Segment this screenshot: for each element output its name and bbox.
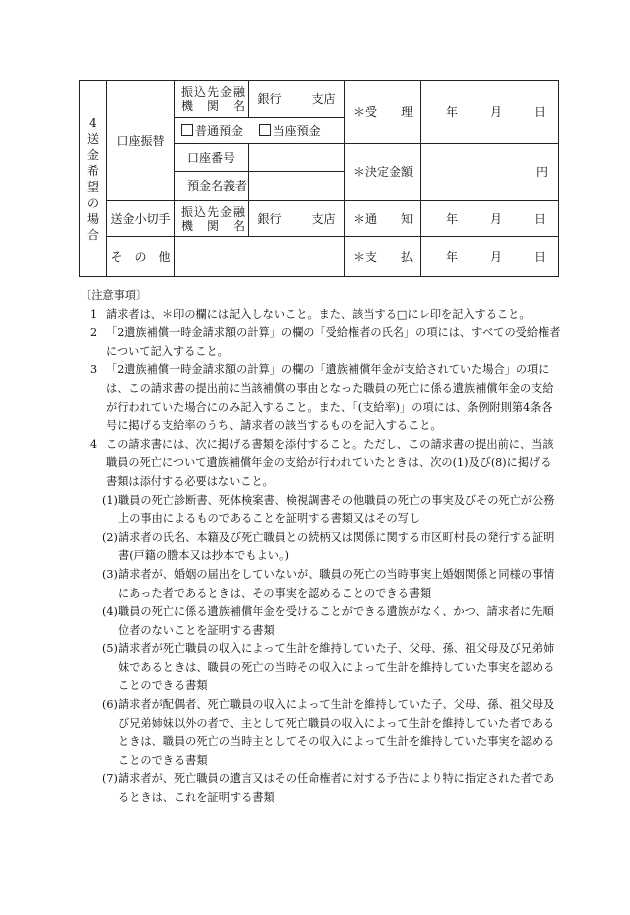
payment-date-field[interactable]: 年 月 日 [421,237,559,277]
notice-label: ＊通 知 [345,201,421,237]
notice-date-field[interactable]: 年 月 日 [421,201,559,237]
note-item: 4 この請求書には、次に掲げる書類を添付すること。ただし、この請求書の提出前に、当該職員の死亡について遺族補償年金の支給が行われていたときは、次の(1)及び(8)に掲げる書類は添付する必要はないこと。 [90,437,554,488]
note-sub-item: (3) 請求者が、婚姻の届出をしていないが、職員の死亡の当時事実上婚姻関係と同様の事情にあった者であるときは、その事実を認めることのできる書類 [102,567,555,600]
note-sub-item: (1) 職員の死亡診断書、死体検案書、検視調書その他職員の死亡の事実及びその死亡が公務上の事由によるものであることを証明する書類又はその写し [102,493,555,526]
decided-amount-field[interactable]: 円 [421,144,559,201]
transfer-bank-label: 振込先金融 機 関 名 [175,81,249,118]
note-sub-item: (7) 請求者が、死亡職員の遺言又はその任命権者に対する予告により特に指定された者であるときは、これを証明する書類 [102,772,555,805]
note-sub-item: (6) 請求者が配偶者、死亡職員の収入によって生計を維持していた子、父母、孫、祖父母及び兄弟姉妹以外の者で、主として死亡職員の収入によって生計を維持していた者であるときは、職員の死亡の当時主としてその収入によって生計を維持していた事実を認めることのできる書類 [102,698,555,767]
note-item: 3 「2遺族補償一時金請求額の計算」の欄の「遺族補償年金が支給されていた場合」の項には、この請求書の提出前に当該補償の事由となった職員の死亡に係る遺族補償年金の支給が行われていた場合にのみ記入すること。また、「(支給率)」の項には、条例附則第4条各号に掲げる支給率のうち、請求者の該当するものを記入すること。 [90,363,554,433]
account-holder-field[interactable] [249,172,345,201]
note-sub-item: (4) 職員の死亡に係る遺族補償年金を受けることができる遺族がなく、かつ、請求者に先順位者のないことを証明する書類 [102,605,554,637]
current-deposit-label: 当座預金 [272,123,321,138]
deposit-type-options [175,118,345,144]
note-sub-item: (2) 請求者の氏名、本籍及び死亡職員との続柄又は関係に関する市区町村長の発行する証明書(戸籍の謄本又は抄本でもよい。) [102,530,555,563]
note-item: 1 請求者は、＊印の欄には記入しないこと。また、該当する□にレ印を記入すること。 [90,307,531,321]
other-label: そ の 他 [107,237,175,277]
notes-section [82,287,562,808]
decided-amount-label: ＊決定金額 [345,144,421,201]
notes-heading: 〔注意事項〕 [80,289,148,302]
payment-label: ＊支 払 [345,237,421,277]
received-date-field[interactable]: 年 月 日 [421,81,559,144]
other-field[interactable] [175,237,345,277]
account-number-label: 口座番号 [175,144,249,172]
ordinary-deposit-label: 普通預金 [195,123,244,138]
remittance-check-label: 送金小切手 [107,201,175,237]
ordinary-deposit-checkbox[interactable] [181,124,193,136]
remittance-form-table [79,80,559,277]
received-label: ＊受 理 [345,81,421,144]
account-transfer-label: 口座振替 [107,81,175,201]
account-number-field[interactable] [249,144,345,172]
transfer-bank-name-field[interactable]: 銀行 支店 [249,81,345,118]
current-deposit-checkbox[interactable] [259,124,271,136]
note-item: 2 「2遺族補償一時金請求額の計算」の欄の「受給権者の氏名」の項には、すべての受給権者について記入すること。 [90,326,561,358]
remittance-bank-label: 振込先金融 機 関 名 [175,201,249,237]
note-sub-item: (5) 請求者が死亡職員の収入によって生計を維持していた子、父母、孫、祖父母及び兄弟姉妹であるときは、職員の死亡の当時その収入によって生計を維持していた事実を認めることのできる書類 [102,642,555,693]
section-4-title: 4 送 金 希 望 の 場 合 [80,81,107,277]
account-holder-label: 預金名義者 [175,172,249,201]
remittance-bank-name-field[interactable]: 銀行 支店 [249,201,345,237]
